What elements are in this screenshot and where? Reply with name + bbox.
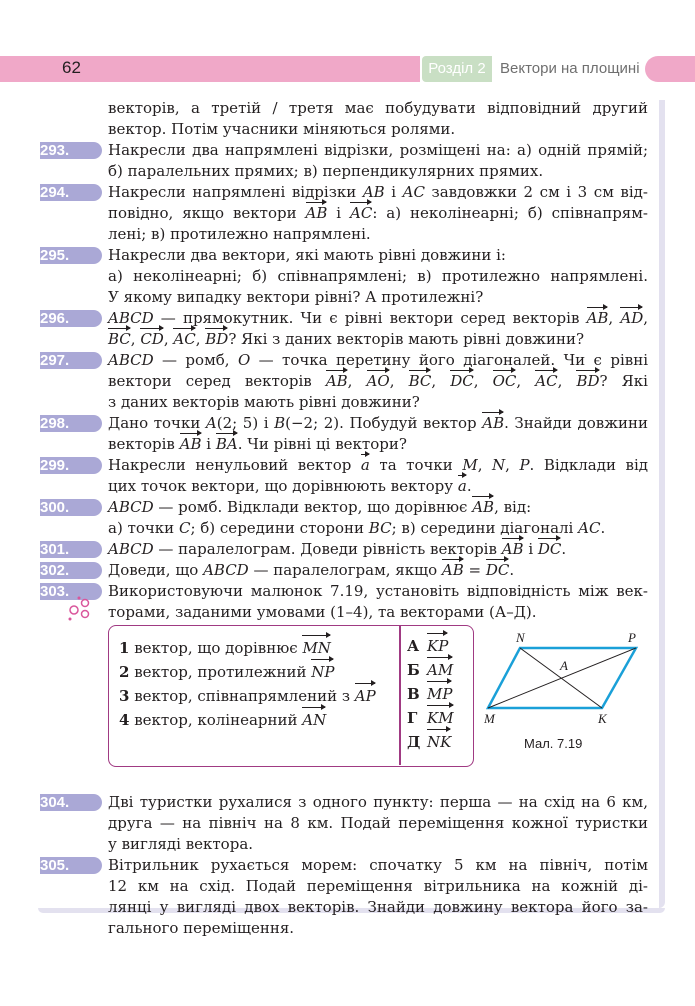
problem-text: . Відклади від	[529, 456, 648, 474]
problem-text: торами, заданими умовами (1–4), та векторами (А–Д).	[108, 603, 537, 621]
figure-name: ABCD	[203, 561, 249, 579]
problem-text: (−2; 2). Побудуй вектор	[285, 414, 483, 432]
problem-list	[40, 98, 648, 939]
problem-text-line	[40, 266, 648, 287]
problem-text-line	[40, 161, 648, 182]
problem-text: повідно, якщо вектори	[108, 204, 306, 222]
problem-text: Вітрильник рухається морем: спочатку 5 км на північ, потім	[108, 856, 648, 874]
problem-number: 302.	[40, 562, 102, 579]
vector-label: AP	[355, 684, 376, 708]
vector-label: AB	[472, 498, 495, 516]
vector-label: AB	[482, 414, 505, 432]
problem-number: 294.	[40, 184, 102, 201]
problem-text-line	[40, 918, 648, 939]
problem-number: 295.	[40, 247, 102, 264]
problem-text-line	[40, 392, 648, 413]
vector-label: AB	[305, 204, 328, 222]
problem-text-line	[40, 203, 648, 224]
condition-text: вектор, протилежний	[129, 663, 312, 681]
condition-text: вектор, що дорівнює	[129, 639, 303, 657]
page-border-right	[659, 100, 665, 908]
problem-number: 303.	[40, 583, 102, 600]
problem-number: 293.	[40, 142, 102, 159]
problem-text: — паралелограм, якщо	[248, 561, 442, 579]
problem-text: завдовжки 2 см і 3 см від-	[424, 183, 648, 201]
problem-303	[40, 581, 648, 602]
problem-text: Використовуючи малюнок 7.19, установіть відповідність між век-	[108, 582, 648, 600]
vector-label: AC	[173, 330, 196, 348]
problem-text-line	[40, 476, 648, 497]
problem-text: цих точок вектори, що дорівнюють вектору	[108, 477, 458, 495]
problem-text: : а) неколінеарні; б) співнапрям-	[372, 204, 648, 222]
vector-label: AB	[179, 435, 202, 453]
condition-item	[119, 684, 376, 708]
segment-label: AC	[402, 183, 425, 201]
problem-302	[40, 560, 648, 581]
problem-text-line	[40, 287, 648, 308]
section-label: Розділ 2	[422, 56, 492, 82]
vector-label: BD	[576, 372, 600, 390]
problem-text: Накресли два вектори, які мають рівні довжини і:	[108, 246, 506, 264]
segment-label: AB	[362, 183, 385, 201]
problem-text: лені; в) протилежно напрямлені.	[108, 225, 371, 243]
point-label: N	[492, 456, 506, 474]
problem-text: і	[327, 204, 351, 222]
segment-label: BC	[368, 519, 392, 537]
figure-name: ABCD	[108, 309, 154, 327]
point-label: P	[519, 456, 530, 474]
problem-text: Дано точки	[108, 414, 206, 432]
vector-label: AD	[620, 309, 644, 327]
answers-column	[407, 634, 454, 754]
vector-label: OC	[492, 372, 517, 390]
diagonal-nk	[520, 648, 602, 708]
problem-304	[40, 792, 648, 813]
vector-label: AB	[501, 540, 524, 558]
problem-text: вектори серед векторів	[108, 372, 326, 390]
problem-text-line	[40, 813, 648, 834]
problem-text: , від:	[494, 498, 532, 516]
problem-text: ; б) середини сторони	[190, 519, 369, 537]
problem-text: Накресли два напрямлені відрізки, розміщені на: а) одній прямій;	[108, 141, 648, 159]
problem-text-line	[40, 897, 648, 918]
vector-label: AC	[350, 204, 373, 222]
header-tab	[645, 56, 695, 82]
problem-text-line	[40, 876, 648, 897]
figure-caption: Мал. 7.19	[524, 736, 583, 751]
vector-label: KM	[427, 706, 454, 730]
problem-text: .	[466, 477, 472, 495]
problem-number: 305.	[40, 857, 102, 874]
problem-text: — паралелограм. Доведи рівність векторів	[153, 540, 502, 558]
problem-text: Доведи, що	[108, 561, 204, 579]
problem-text-line	[40, 224, 648, 245]
vector-label: AM	[427, 658, 453, 682]
label-a: A	[560, 658, 568, 673]
vector-label: NK	[427, 730, 451, 754]
problem-text: векторів	[108, 435, 180, 453]
problem-text: ? Які	[599, 372, 648, 390]
problem-text: друга — на північ на 8 км. Подай переміщення кожної туристки	[108, 814, 648, 832]
figure-name: ABCD	[108, 498, 154, 516]
problem-295	[40, 245, 648, 266]
problem-text: . Чи рівні ці вектори?	[237, 435, 407, 453]
label-m: M	[484, 711, 495, 726]
problem-number: 297.	[40, 352, 102, 369]
vector-label: MN	[302, 636, 330, 660]
problem-text: і	[523, 540, 538, 558]
problem-text: ; в) середини діагоналі	[391, 519, 579, 537]
problem-text: ? Які з даних векторів мають рівні довжини?	[228, 330, 585, 348]
condition-number: 1	[119, 639, 130, 657]
problem-text: .	[600, 519, 606, 537]
problem-text: (2; 5) і	[216, 414, 275, 432]
problem-text-line: вектори серед векторів AB, AO, BC, DC, OC, AC, BD? Які	[108, 372, 648, 390]
point-label: C	[178, 519, 191, 537]
problem-text: .	[561, 540, 567, 558]
problem-294	[40, 182, 648, 203]
problem-text: лянці у вигляді двох векторів. Знайди довжину вектора його за-	[108, 898, 648, 916]
vector-label: MP	[427, 682, 452, 706]
point-label: B	[274, 414, 286, 432]
parallelogram-figure	[484, 630, 644, 750]
problem-299: 299. Накресли ненульовий вектор a та точки M, N, P. Відклади від	[40, 456, 648, 474]
chapter-title: Вектори на площині	[500, 60, 640, 77]
problem-number: 299.	[40, 457, 102, 474]
problem-text: у вигляді вектора.	[108, 835, 254, 853]
problem-text: — прямокутник. Чи є рівні вектори серед векторів	[153, 309, 587, 327]
problem-text: а) неколінеарні; б) співнапрямлені; в) протилежно напрямлені.	[108, 267, 648, 285]
answer-letter: А	[407, 637, 420, 655]
vector-label: AB	[586, 309, 609, 327]
page-number: 62	[62, 58, 81, 77]
intro-line: векторів, а третій / третя має побудувати відповідний другий	[108, 99, 648, 117]
problem-text: — ромб. Відклади вектор, що дорівнює	[153, 498, 473, 516]
problem-text-line: BC, CD, AC, BD? Які з даних векторів мають рівні довжини?	[108, 330, 585, 348]
problem-text: — точка перетину його діагоналей. Чи є рівні	[250, 351, 648, 369]
vector-label: BA	[215, 435, 238, 453]
vector-label: AN	[302, 708, 326, 732]
problem-301	[40, 539, 648, 560]
diagonal-mp	[488, 648, 636, 708]
problem-text: У якому випадку вектори рівні? А протилежні?	[108, 288, 484, 306]
condition-item	[119, 708, 376, 732]
problem-text: та точки	[369, 456, 463, 474]
condition-item	[119, 660, 376, 684]
vector-label: CD	[140, 330, 164, 348]
problem-text-line	[40, 834, 648, 855]
vector-label: NP	[311, 660, 334, 684]
segment-label: AC	[578, 519, 601, 537]
condition-number: 2	[119, 663, 130, 681]
problem-text: Дві туристки рухалися з одного пункту: перша — на схід на 6 км,	[108, 793, 648, 811]
vector-label: DC	[485, 561, 510, 579]
point-label: O	[237, 351, 251, 369]
vector-label: BC	[108, 330, 131, 348]
condition-text: вектор, співнапрямлений з	[129, 687, 355, 705]
answer-letter: Б	[407, 661, 420, 679]
problem-text: і	[384, 183, 403, 201]
problem-300	[40, 497, 648, 518]
problem-text: — ромб,	[153, 351, 238, 369]
equals-sign: =	[463, 561, 486, 579]
vector-label: BD	[205, 330, 229, 348]
condition-text: вектор, колінеарний	[129, 711, 303, 729]
problem-text: Накресли ненульовий вектор	[108, 456, 361, 474]
intro-line: вектор. Потім учасники міняються ролями.	[108, 120, 456, 138]
conditions-column	[119, 636, 376, 732]
problem-number: 296.	[40, 310, 102, 327]
group-work-icon	[66, 594, 94, 622]
figure-name: ABCD	[108, 540, 154, 558]
point-label: A	[205, 414, 217, 432]
answer-letter: Г	[407, 709, 418, 727]
condition-item	[119, 636, 376, 660]
answer-letter: В	[407, 685, 420, 703]
problem-text-line	[40, 602, 648, 623]
figure-name: ABCD	[108, 351, 154, 369]
problem-text: .	[509, 561, 515, 579]
problem-text: а) точки	[108, 519, 179, 537]
label-p: P	[628, 630, 636, 645]
vector-label: KP	[427, 634, 448, 658]
vector-label: AB	[441, 561, 464, 579]
problem-number: 300.	[40, 499, 102, 516]
answer-item	[407, 730, 454, 754]
problem-298	[40, 413, 648, 434]
problem-number: 298.	[40, 415, 102, 432]
problem-text: гального переміщення.	[108, 919, 295, 937]
point-label: M	[462, 456, 478, 474]
label-k: K	[598, 711, 607, 726]
problem-number: 304.	[40, 794, 102, 811]
vector-label: a	[360, 456, 370, 474]
problem-text-line	[40, 434, 648, 455]
vector-label: AB	[325, 372, 348, 390]
condition-number: 3	[119, 687, 130, 705]
answer-item	[407, 682, 454, 706]
problem-text: б) паралельних прямих; в) перпендикулярних прямих.	[108, 162, 544, 180]
table-divider	[399, 626, 401, 765]
vector-label: BC	[408, 372, 432, 390]
answer-letter: Д	[407, 733, 421, 751]
problem-text: 12 км на схід. Подай переміщення вітрильника на кожній ді-	[108, 877, 648, 895]
problem-293	[40, 140, 648, 161]
condition-number: 4	[119, 711, 130, 729]
problem-text: Накресли напрямлені відрізки	[108, 183, 363, 201]
problem-text: і	[201, 435, 216, 453]
vector-label: AC	[535, 372, 558, 390]
problem-305	[40, 855, 648, 876]
answer-item	[407, 634, 454, 658]
problem-number: 301.	[40, 541, 102, 558]
problem-296: 296. ABCD — прямокутник. Чи є рівні вектори серед векторів AB, AD,	[40, 309, 648, 327]
vector-label: AO	[366, 372, 390, 390]
problem-text: з даних векторів мають рівні довжини?	[108, 393, 420, 411]
label-n: N	[516, 630, 525, 645]
vector-label: a	[457, 477, 467, 495]
matching-table	[108, 625, 474, 767]
vector-label: DC	[450, 372, 474, 390]
problem-text: . Знайди довжини	[504, 414, 649, 432]
vector-label: DC	[537, 540, 562, 558]
